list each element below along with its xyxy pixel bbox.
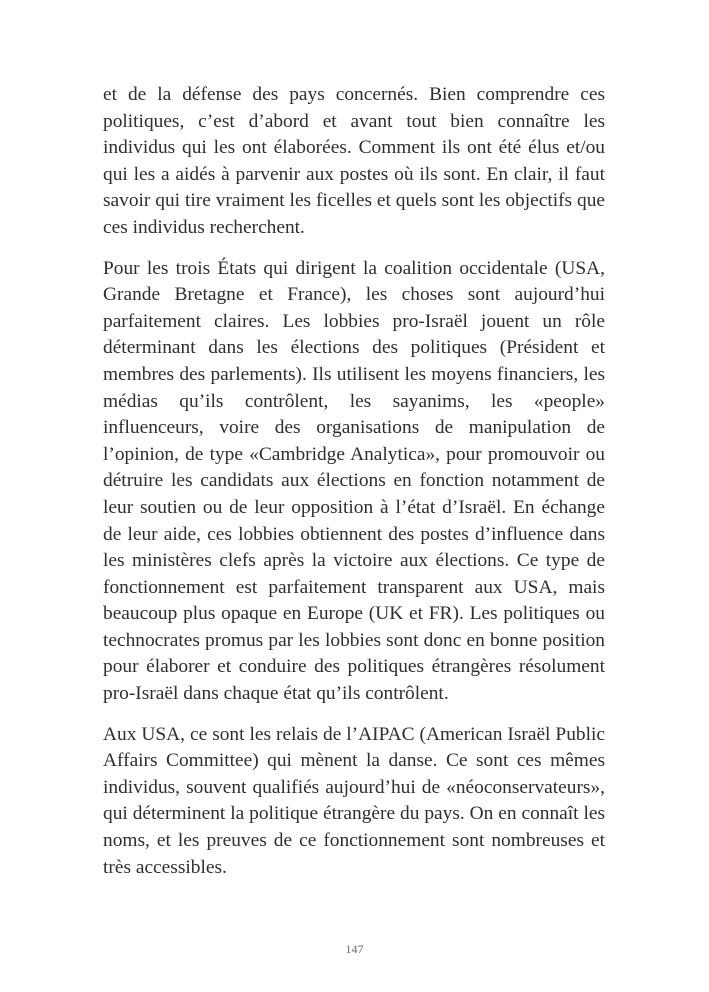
paragraph-1: et de la défense des pays concernés. Bien comprendre ces politiques, c’est d’abord et avant tout bien connaître les individus qui les ont élaborées. Comment ils ont été élus et/ou qui les a aidés à parvenir aux postes où ils sont. En clair, il faut savoir qui tire vraiment les ficelles et quels sont les objectifs que ces individus recherchent. xyxy=(103,84,605,238)
paragraph-2: Pour les trois États qui dirigent la coalition occidentale (USA, Grande Bretagne et France), les choses sont aujourd’hui parfaitement claires. Les lobbies pro-Israël jouent un rôle déterminant dans les élections des politiques (Président et membres des parlements). Ils utilisent les moyens financiers, les médias qu’ils contrôlent, les sayanims, les «people» influenceurs, voire des organisations de manipulation de l’opinion, de type «Cambridge Analytica», pour promouvoir ou détruire les candidats aux élections en fonction notamment de leur soutien ou de leur opposition à l’état d’Israël. En échange de leur aide, ces lobbies obtiennent des postes d’influence dans les ministères clefs après la victoire aux élections. Ce type de fonctionnement est parfaitement transparent aux USA, mais beaucoup plus opaque en Europe (UK et FR). Les politiques ou technocrates promus par les lobbies sont donc en bonne position pour élaborer et conduire des politiques étrangères résolument pro-Israël dans chaque état qu’ils contrôlent. xyxy=(103,257,605,705)
page-body xyxy=(103,82,605,895)
page-number: 147 xyxy=(345,942,364,956)
paragraph-3: Aux USA, ce sont les relais de l’AIPAC (American Israël Public Affairs Committee) qui mènent la danse. Ce sont ces mêmes individus, souvent qualifiés aujourd’hui de «néoconservateurs», qui déterminent la politique étrangère du pays. On en connaît les noms, et les preuves de ce fonctionnement sont nombreuses et très accessibles. xyxy=(103,723,605,878)
